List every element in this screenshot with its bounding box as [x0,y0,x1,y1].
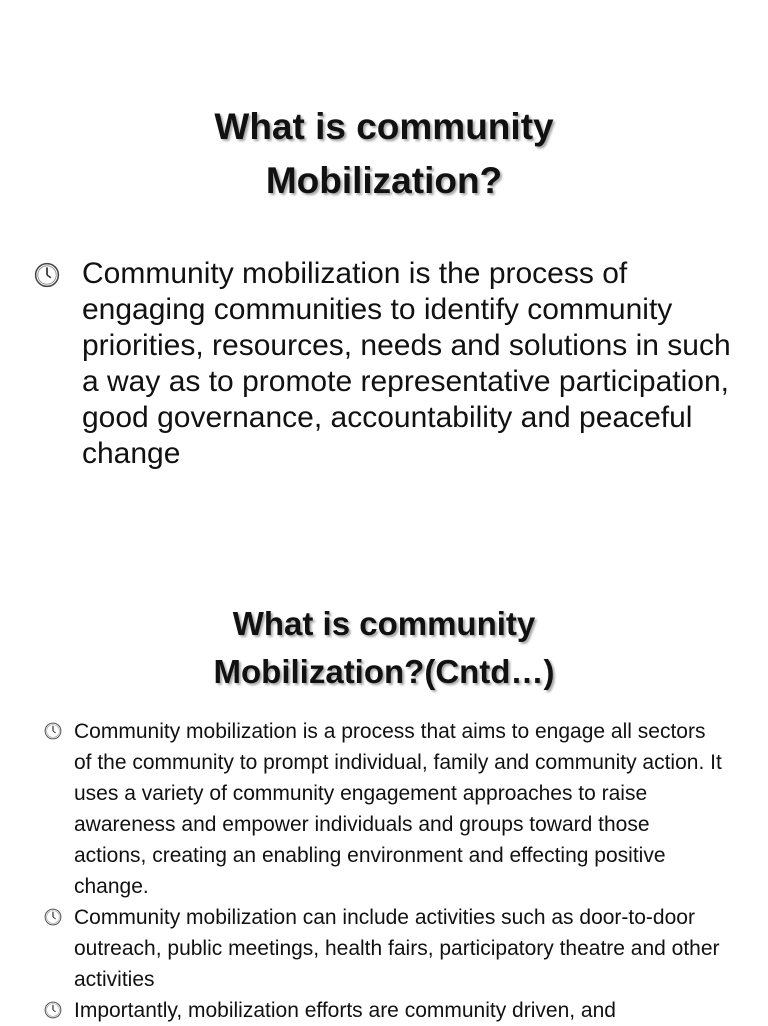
slide-2-bullet-2-text: Community mobilization can include activities such as door-to-door outreach, public meetings, health fairs, participatory theatre and other activities [74,906,720,991]
slide-2 [0,580,768,1024]
slide-2-bullet-list [44,716,724,1026]
clock-icon [44,1001,62,1019]
slide-1-title-line-2: Mobilization? [265,160,503,201]
list-item [44,995,724,1026]
clock-icon [44,722,62,740]
slide-1-title [0,100,768,208]
slide-2-title [0,600,768,696]
slide-1-title-line-1: What is community [214,106,554,147]
slide-2-bullet-1-text: Community mobilization is a process that aims to engage all sectors of the community to prompt individual, family and community action. It uses a variety of community engagement approaches to raise awareness and empower individuals and groups toward those actions, creating an enabling environment and effecting positive change. [74,720,722,898]
slide-1-bullet-1-text: Community mobilization is the process of engaging communities to identify community priorities, resources, needs and solutions in such a way as to promote representative participation, good governance, accountability and peaceful change [82,257,731,470]
slide-2-title-line-1: What is community [232,605,536,642]
slide-1-bullet-list [34,256,734,472]
clock-icon [44,908,62,926]
list-item [34,256,734,472]
slide-2-bullet-3-text: Importantly, mobilization efforts are community driven, and [74,999,616,1022]
slide-2-title-line-2: Mobilization?(Cntd…) [213,653,555,690]
list-item [44,716,724,902]
clock-icon [34,262,60,288]
list-item [44,902,724,995]
